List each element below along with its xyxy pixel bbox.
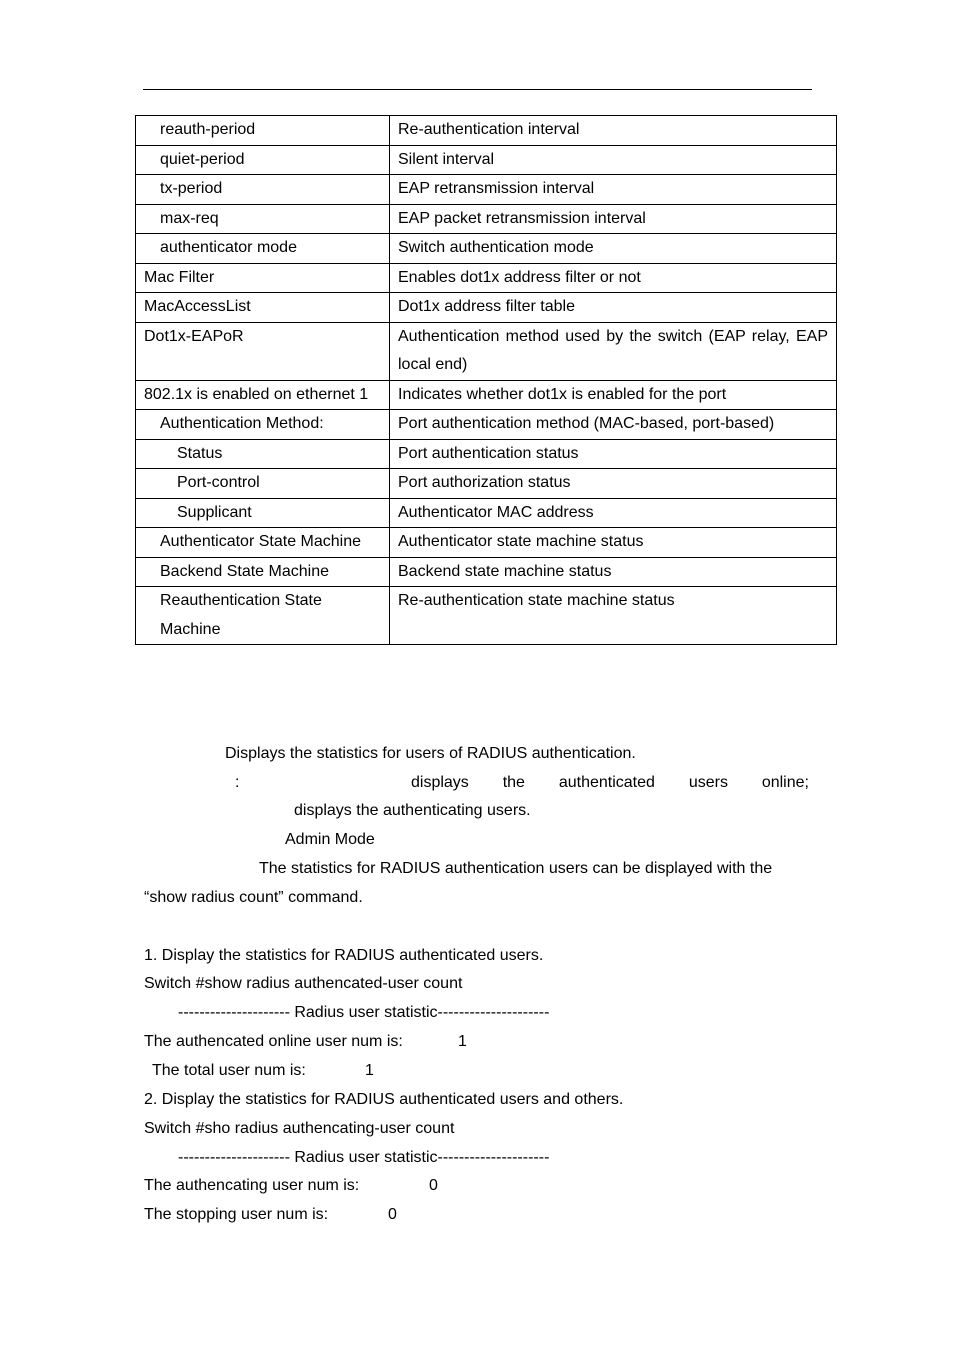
parameter-cell: [136, 322, 390, 380]
description-cell: Enables dot1x address filter or not: [390, 263, 837, 293]
parameter-cell: [136, 528, 390, 558]
parameter-cell: [136, 498, 390, 528]
parameter-cell: [136, 175, 390, 205]
description-cell: Silent interval: [390, 145, 837, 175]
table-row: [136, 587, 837, 645]
parameter-cell: [136, 293, 390, 323]
example-output-label: The total user num is:: [152, 1062, 306, 1079]
description-cell: Re-authentication state machine status: [390, 587, 837, 645]
example-separator-1: --------------------- Radius user statistic---------------------: [178, 1004, 550, 1021]
table-row: [136, 293, 837, 323]
parameter-name: max-req: [160, 209, 219, 227]
table-row: [136, 145, 837, 175]
parameter-name: tx-period: [160, 180, 223, 197]
parameter-cell: [136, 439, 390, 469]
parameter-cell: [136, 557, 390, 587]
table-row: [136, 528, 837, 558]
description-cell: Indicates whether dot1x is enabled for the port: [390, 380, 837, 410]
parameter-word: the: [502, 774, 525, 791]
description-cell: Switch authentication mode: [390, 234, 837, 264]
parameter-name: reauth-period: [160, 121, 256, 138]
table-row: [136, 116, 837, 146]
description-cell: Re-authentication interval: [390, 116, 837, 146]
table-row: [136, 175, 837, 205]
parameter-line-2: displays the authenticating users.: [294, 802, 531, 819]
example-output-label: The authencated online user num is:: [144, 1033, 403, 1050]
table-row: [136, 234, 837, 264]
parameter-word: online;: [761, 774, 809, 791]
parameter-cell: [136, 380, 390, 410]
usage-line-1: The statistics for RADIUS authentication users can be displayed with the: [259, 860, 773, 877]
parameter-name: Dot1x-EAPoR: [144, 327, 244, 345]
parameter-word: authenticated: [558, 774, 655, 791]
description-cell: EAP packet retransmission interval: [390, 204, 837, 234]
parameter-cell: [136, 204, 390, 234]
table-row: [136, 469, 837, 499]
parameter-cell: [136, 469, 390, 499]
parameter-name: MacAccessList: [144, 298, 251, 315]
example-output-value: 0: [429, 1177, 438, 1194]
description-cell: Backend state machine status: [390, 557, 837, 587]
parameter-name: 802.1x is enabled on ethernet 1: [144, 385, 369, 403]
table-row: [136, 204, 837, 234]
description-cell: Port authentication method (MAC-based, port-based): [390, 410, 837, 440]
parameter-name: Supplicant: [177, 503, 252, 521]
parameter-table: [135, 115, 837, 645]
example-heading-1: 1. Display the statistics for RADIUS authenticated users.: [144, 947, 544, 964]
example-output-value: 1: [458, 1033, 467, 1050]
parameter-cell: [136, 116, 390, 146]
example-output-label: The stopping user num is:: [144, 1206, 329, 1223]
parameter-name: Backend State Machine: [160, 562, 329, 580]
example-output-value: 0: [388, 1206, 397, 1223]
description-cell: Authenticator state machine status: [390, 528, 837, 558]
parameter-name: Mac Filter: [144, 268, 215, 286]
parameter-line-1: [411, 769, 809, 798]
example-command-2: Switch #sho radius authencating-user count: [144, 1120, 455, 1137]
parameter-name: quiet-period: [160, 150, 245, 168]
example-separator-2: --------------------- Radius user statistic---------------------: [178, 1149, 550, 1166]
example-command-1: Switch #show radius authencated-user count: [144, 975, 463, 992]
table-row: [136, 439, 837, 469]
parameter-name: authenticator mode: [160, 239, 297, 256]
command-mode: Admin Mode: [285, 831, 375, 848]
description-cell: Authentication method used by the switch (EAP relay, EAP local end): [390, 322, 837, 380]
parameter-word: displays: [411, 774, 469, 791]
example-output-value: 1: [365, 1062, 374, 1079]
parameter-cell: [136, 410, 390, 440]
table-row: [136, 322, 837, 380]
table-row: [136, 557, 837, 587]
parameter-cell: [136, 234, 390, 264]
parameter-word: users: [688, 774, 728, 791]
parameter-name: Authenticator State Machine: [160, 533, 362, 550]
function-text: Displays the statistics for users of RADIUS authentication.: [225, 745, 636, 762]
description-cell: Port authorization status: [390, 469, 837, 499]
description-cell: Authenticator MAC address: [390, 498, 837, 528]
table-row: [136, 498, 837, 528]
parameter-cell: [136, 587, 390, 645]
example-heading-2: 2. Display the statistics for RADIUS authenticated users and others.: [144, 1091, 624, 1108]
header-rule: [143, 89, 812, 90]
parameter-name: Reauthentication State Machine: [160, 592, 322, 638]
parameter-colon: :: [235, 774, 240, 791]
description-cell: Dot1x address filter table: [390, 293, 837, 323]
parameter-cell: [136, 145, 390, 175]
table-row: [136, 380, 837, 410]
parameter-name: Status: [177, 444, 223, 462]
example-output-label: The authencating user num is:: [144, 1177, 360, 1194]
table-row: [136, 410, 837, 440]
usage-line-2: “show radius count” command.: [144, 889, 363, 906]
description-cell: EAP retransmission interval: [390, 175, 837, 205]
parameter-name: Authentication Method:: [160, 415, 324, 432]
parameter-name: Port-control: [177, 474, 260, 491]
table-row: [136, 263, 837, 293]
description-cell: Port authentication status: [390, 439, 837, 469]
parameter-cell: [136, 263, 390, 293]
